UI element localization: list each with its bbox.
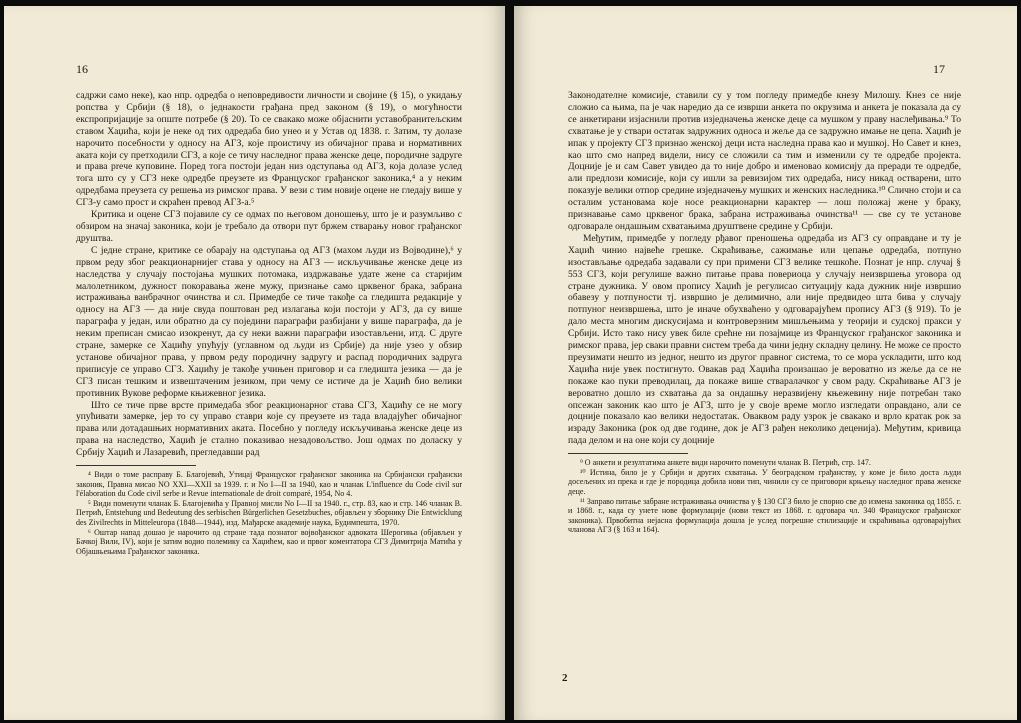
footnote: ¹⁰ Истина, било је у Србији и других схватања. У београдском грађанству, у коме је било доста људи досељених из прека и где је породица добила нови тип, чинили су се приговори крњењу наследног права женске деце. [568,467,961,496]
body-text [76,90,462,556]
footnote: ⁵ Види поменути чланак Б. Благојевића у Правној мисли No I—II за 1940. г., стр. 83, као и стр. 146 чланак В. Петрић, Entstehung und Bedeutung des serbischen Bürgerlichen Gesetzbuches, објављен у зборнику Die Entwicklung des Zivilrechts in Mitteleuropa (1848—1944), изд. Мађарске академије наука, Будимпешта, 1970. [76,498,462,528]
paragraph: Законодателне комисије, ставили су у том погледу примедбе кнезу Милошу. Кнез се није сложио са њима, па је чак наредио да се изврши анкета по окрузима и анкета је показала да су се анкетирани изјаснили против изједначења женске деце са мушком у праву наслеђивања.⁹ То схватање је у ствари остатак задружних односа и жеље да се задружно имање не цепа. Хаџић је ипак у пројекту СГЗ признао женској деци иста наследна права као и мушкој. Но Савет и кнез, као што смо напред видели, нису се сложили са тим и изменили су те одредбе пројекта. Доцније је и сам Савет увидео да то није добро и именовао комисију да преради те одредбе, али предлози комисије, који су ишли за ревизијом тих одредаба, нису никад остварени, што показује велики отпор средине изједначењу мушких и женских наследника.¹⁰ Слично стоји и са осталим установама које носе реакционарни карактер — лош положај жене у браку, признавање само црквеног брака, забрана истраживања очинства¹¹ — све су те установе одговарале ондашњим схватањима друштвене средине у Србији. [568,90,961,232]
paragraph: Међутим, примедбе у погледу рђавог преношења одредаба из АГЗ су оправдане и ту је Хаџић чинио највеће грешке. Скраћивање, сажимање или цепање одредаба, потпуно изостављање одредаба задавали су при примени СГЗ велике тешкоће. Познат је нпр. случај § 553 СГЗ, који регулише важно питање права повериоца у случају неизвршења уговора од стране дужника. У овом пропису Хаџић је регулисао ситуацију када дужник није извршио обавезу у потпуности тј. извршио је делимично, али није предвидео шта бива у случају потпуног неизвршења, што је иначе обухваћено у одговарајућем пропису АГЗ (§ 919). То је дало места многим дискусијама и контроверзним мишљењима у теорији и судској пракси у Србији. Исто тако нису увек биле срећне ни позајмице из Француског грађанског законика и римског права, јер сваки правни систем треба да чини једну складну целину. Не може се просто преузимати нешто из једног, нешто из другог правног система, то се мора ускладити, што код Хаџића није увек постигнуто. Овакав рад Хаџића произашао је вероватно из жеље да се не покаже као пуки преводилац, да покаже више стваралачког у свом раду. Скраћивање АГЗ је вероватно дошло из схватања да за ондашњу неразвијену књежевину није потребан тако опсежан законик као што је АГЗ, што је у своје време могло изгледати оправдано, али се доцније показало као велики недостатак. Оваквом раду узрок је свакако и врло кратак рок за израду Законика (рок од две године, док је АГЗ рађен неколико деценија). Међутим, кривица пада делом и на оне који су доцније [568,232,961,447]
body-text [568,90,961,535]
footnotes [76,470,462,556]
signature-mark: 2 [562,672,568,684]
footnote: ⁴ Види о томе расправу Б. Благојевић, Утицај Француског грађанског законика на Србијански грађански законик, Правна мисао NO XXI—XXII за 1939. г. и No I—II за 1940, као и чланак L'influence du Code civil sur l'élaboration du Code civil serbe и Revue internationale de droit comparé, 1954, No 4. [76,470,462,499]
page-number: 17 [933,62,945,76]
paragraph: Што се тиче прве врсте примедаба због реакционарног става СГЗ, Хаџићу се не могу упућивати замерке, јер то су управо ставри које су преузете из тада владајућег обичајног права или дотадашњих нормативних аката. Посебно у погледу искључивања женске деце из права на наследство, Хаџић је стално показивао незадовољство. Још одмах по доласку у Србију Хаџић и Лазаревић, прегледавши рад [76,399,462,459]
footnotes [568,458,961,535]
right-page [514,6,1017,720]
footnote: ¹¹ Заправо питање забране истраживања очинства у § 130 СГЗ било је спорно све до измена законика од 1855. г. и 1868. г., када су унете нове формулације (нови текст из 1868. г. одговара чл. 340 Француског грађанског законика). Првобитна нејасна формулација дошла је услед погрешне стилизације и скраћивања одговарајућих чланова АГЗ (§ 163 и 164). [568,496,961,535]
paragraph: садржи само неке), као нпр. одредба о неповредивости личности и својине (§ 15), о укидању ропства у Србији (§ 18), о једнакости грађана пред законом (§ 19), о могућности експропријације за опште потребе (§ 20). То се свакако може објаснити уставобранитељским ставом Хаџића, који је неке од тих одредаба био унео и у Устав од 1838. г. Затим, ту долазе нарочито посебности у односу на АГЗ, које проистичу из обичајног права и нормативних аката који су претходили СГЗ, а које се тичу наследног права женске деце, породичне задруге и права preче куповине. Поред тога постоји један низ одступања од АГЗ, која долазе услед тога што су у СГЗ неке одредбе преузете из Француског грађанског законика,⁴ а у неким одредбама преузета су решења из римског права. У вези с тим новије оцене не гледају више у СГЗ-у само прост и скраћен превод АГЗ-а.⁵ [76,90,462,209]
paragraph: С једне стране, критике се обарају на одступања од АГЗ (махом људи из Војводине),⁶ у првом реду због реакционарнијег става у односу на АГЗ — искључивање женске деце из наследства у случају постојања мушких потомака, издржавање удате жене са старијим малолетником, дужност покоравања жене мужу, признање само црквеног брака, забрана истраживања ванбрачног очинства и сл. Примедбе се тиче такође са гледишта редакције у односу на АГЗ — да није свуда поштован ред излагања који постоји у АГЗ, да су више параграфа у један, или обратно да су поједини параграфи разбијани у више параграфа, да је неким преписан смисао изокренут, да су неки важни параграфи изостављени, итд. С друге стране, замерке се Хаџићу упућују (углавном од људи из Србије) да није узео у обзир установе обичајног права, у првом реду породичну задругу и распад породичних задруга приписује се управо СГЗ. Хаџићу је такође учињен приговор и са гледишта језика — да је СГЗ писан тешким и извештаченим језиком, при чему се истиче да је Хаџић био велики противник Вукове реформе књижевног језика. [76,244,462,399]
left-page [4,6,505,720]
footnote-divider [76,465,196,466]
paragraph: Критика и оцене СГЗ појавиле су се одмах по његовом доношењу, што је и разумљиво с обзиром на значај законика, који је требало да отвори пут бржем стварању новог грађанског друштва. [76,209,462,244]
footnote: ⁶ Оштар напад дошао је нарочито од стране тада познатог војвођанског адвоката Шерогиња (објављен у Бачкој Вили, IV), који је затим водио полемику са Хаџићем, као и првог коментатора СГЗ Димитрија Матића у Објашњењима Грађанског законика. [76,527,462,556]
footnote-divider [568,453,688,454]
footnote: ⁹ О анкети и резултатима анкете види нарочито поменути чланак В. Петрић, стр. 147. [580,458,871,468]
page-number: 16 [76,62,88,76]
